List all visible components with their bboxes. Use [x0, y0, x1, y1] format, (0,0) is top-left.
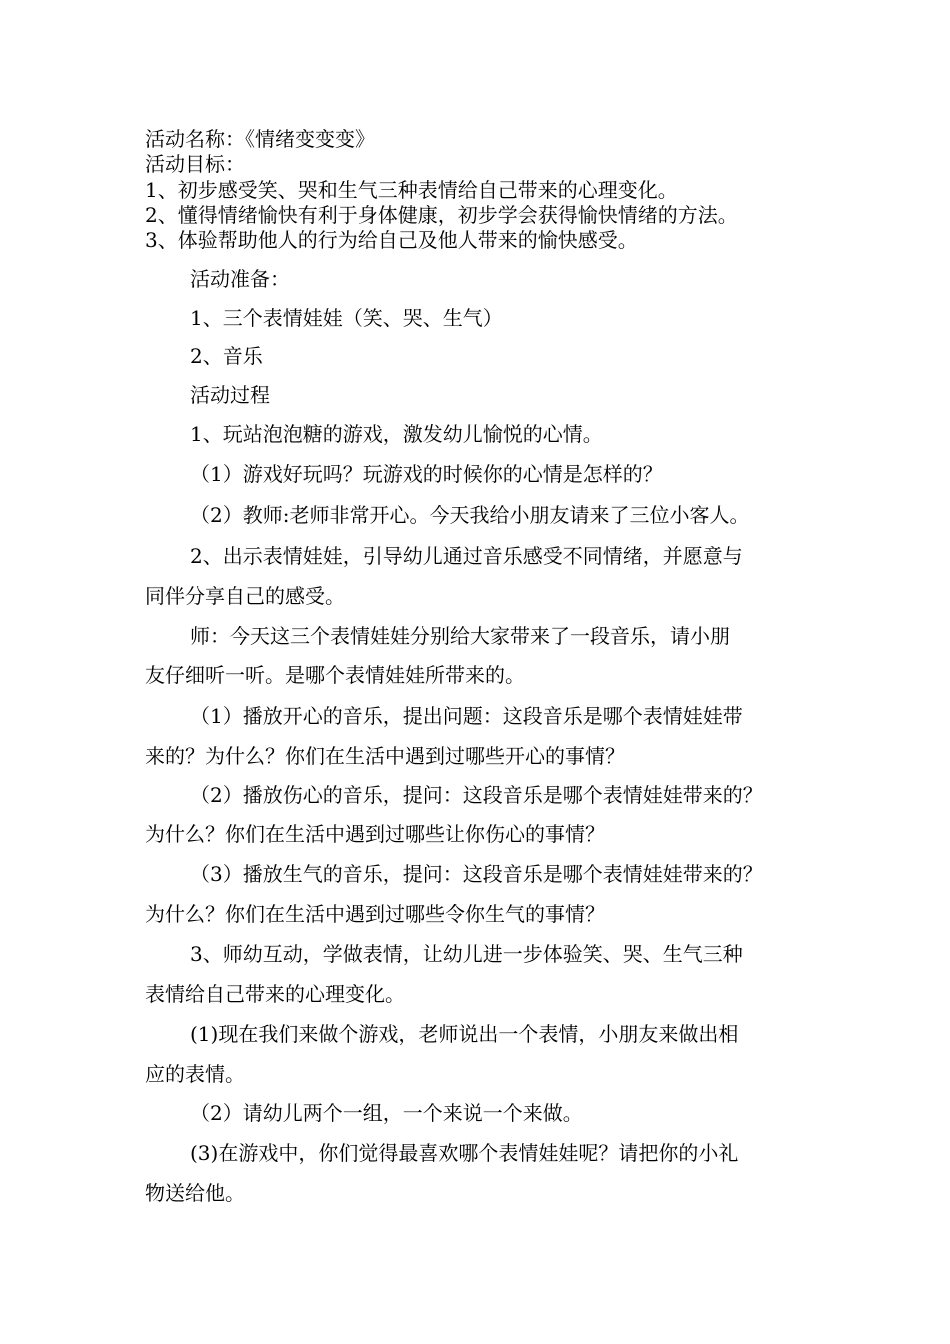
game-3-line: 物送给他。 — [145, 1181, 245, 1205]
goal-item: 2、懂得情绪愉快有利于身体健康，初步学会获得愉快情绪的方法。 — [145, 203, 738, 227]
prep-heading: 活动准备： — [190, 267, 290, 291]
step-1-sub: （2）教师:老师非常开心。今天我给小朋友请来了三位小客人。 — [190, 503, 750, 527]
step-2-line: 同伴分享自己的感受。 — [145, 584, 345, 608]
process-heading: 活动过程 — [190, 383, 270, 407]
game-2-line: （2）请幼儿两个一组，一个来说一个来做。 — [190, 1101, 583, 1125]
step-3-line: 3、师幼互动，学做表情，让幼儿进一步体验笑、哭、生气三种 — [190, 942, 743, 966]
teacher-line: 友仔细听一听。是哪个表情娃娃所带来的。 — [145, 663, 525, 687]
music-happy-line: （1）播放开心的音乐，提出问题：这段音乐是哪个表情娃娃带 — [190, 704, 743, 728]
game-1-line: 应的表情。 — [145, 1062, 245, 1086]
prep-item: 2、音乐 — [190, 344, 263, 368]
goals-heading: 活动目标： — [145, 152, 245, 176]
music-happy-line: 来的？为什么？你们在生活中遇到过哪些开心的事情？ — [145, 744, 625, 768]
step-3-line: 表情给自己带来的心理变化。 — [145, 982, 405, 1006]
game-1-line: (1)现在我们来做个游戏，老师说出一个表情，小朋友来做出相 — [190, 1022, 739, 1046]
music-angry-line: 为什么？你们在生活中遇到过哪些令你生气的事情？ — [145, 902, 605, 926]
music-sad-line: （2）播放伤心的音乐，提问：这段音乐是哪个表情娃娃带来的？ — [190, 783, 763, 807]
music-sad-line: 为什么？你们在生活中遇到过哪些让你伤心的事情？ — [145, 822, 605, 846]
prep-item: 1、三个表情娃娃（笑、哭、生气） — [190, 306, 503, 330]
music-angry-line: （3）播放生气的音乐，提问：这段音乐是哪个表情娃娃带来的？ — [190, 862, 763, 886]
activity-name: 活动名称：《情绪变变变》 — [145, 127, 375, 151]
step-2-line: 2、出示表情娃娃，引导幼儿通过音乐感受不同情绪，并愿意与 — [190, 544, 743, 568]
game-3-line: (3)在游戏中，你们觉得最喜欢哪个表情娃娃呢？请把你的小礼 — [190, 1141, 739, 1165]
step-1: 1、玩站泡泡糖的游戏，激发幼儿愉悦的心情。 — [190, 422, 603, 446]
goal-item: 1、初步感受笑、哭和生气三种表情给自己带来的心理变化。 — [145, 178, 678, 202]
teacher-line: 师：今天这三个表情娃娃分别给大家带来了一段音乐，请小朋 — [190, 624, 730, 648]
step-1-sub: （1）游戏好玩吗？玩游戏的时候你的心情是怎样的？ — [190, 462, 663, 486]
goal-item: 3、体验帮助他人的行为给自己及他人带来的愉快感受。 — [145, 228, 638, 252]
